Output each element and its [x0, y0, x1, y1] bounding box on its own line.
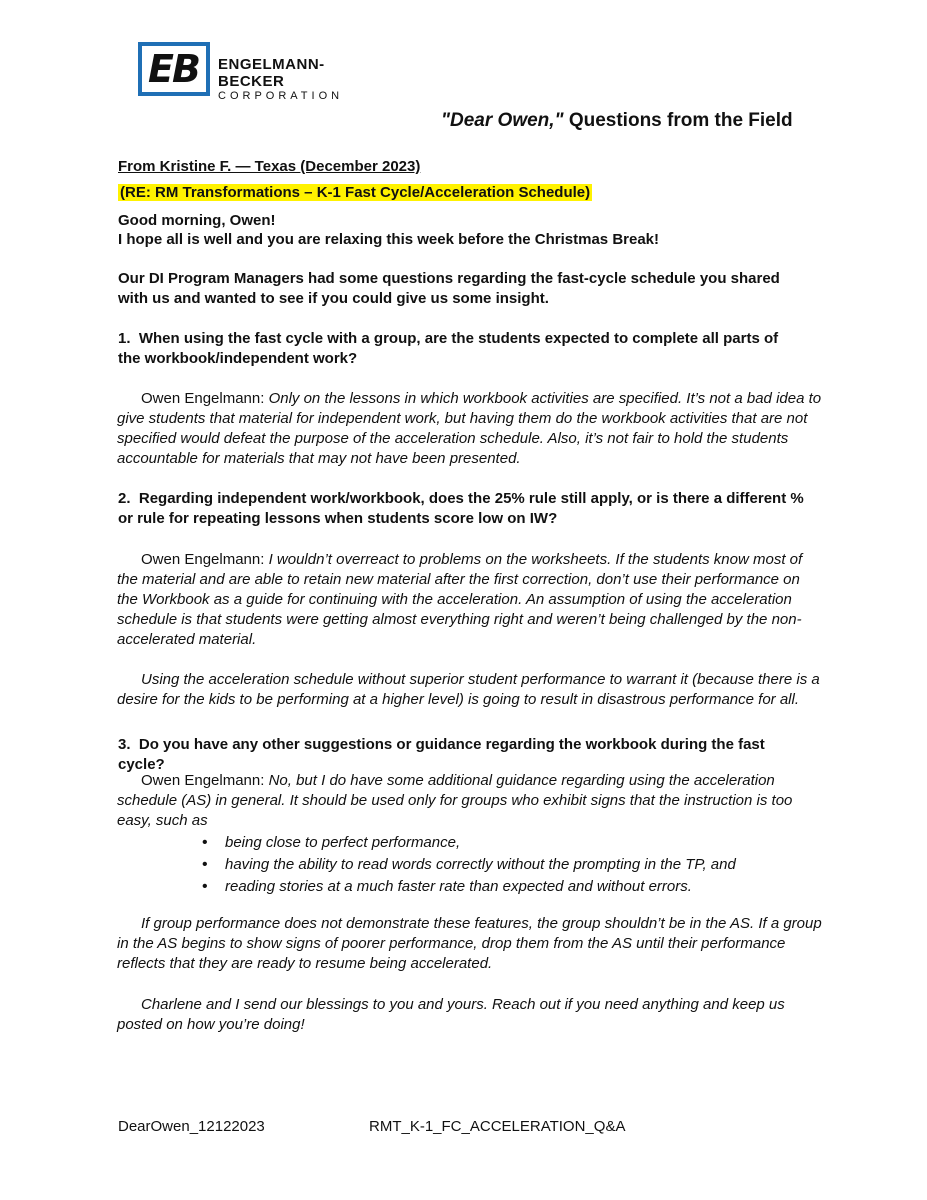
answer-3-speaker: Owen Engelmann: — [141, 772, 269, 789]
answer-1-text: Only on the lessons in which workbook activities are specified. It’s not a bad idea to give students that material for independent work, but having them do the workbook activities that are not specified would defeat the purpose of the acceleration schedule. Also, it’s not fair to hold the students accountable for materials that may not have been presented. — [117, 390, 822, 467]
logo-mark — [138, 42, 210, 96]
company-logo — [138, 42, 378, 102]
page-title — [441, 110, 793, 132]
closing-paragraph — [117, 995, 823, 1035]
question-3-text: Do you have any other suggestions or guidance regarding the workbook during the fast cycle? — [118, 736, 765, 773]
question-2-number: 2. — [118, 490, 131, 507]
question-2-text: Regarding independent work/workbook, does the 25% rule still apply, or is there a different % or rule for repeating lessons when students score low on IW? — [118, 490, 804, 527]
from-line: From Kristine F. — Texas (December 2023) — [118, 158, 421, 175]
re-line: (RE: RM Transformations – K-1 Fast Cycle/Acceleration Schedule) — [120, 184, 591, 201]
greeting-line-1: Good morning, Owen! — [118, 212, 276, 229]
footer-doc-code: RMT_K-1_FC_ACCELERATION_Q&A — [369, 1118, 626, 1135]
logo-monogram: EB — [148, 47, 199, 91]
criteria-list — [200, 832, 736, 898]
question-1-number: 1. — [118, 330, 131, 347]
question-1-text: When using the fast cycle with a group, are the students expected to complete all parts of the workbook/independent work? — [118, 330, 779, 367]
answer-3 — [117, 771, 823, 831]
title-rest: Questions from the Field — [563, 110, 793, 131]
question-3-number: 3. — [118, 736, 131, 753]
answer-3-text-2: If group performance does not demonstrate these features, the group shouldn’t be in the AS. If a group in the AS begins to show signs of poorer performance, drop them from the AS until their performance reflects that they are ready to resume being accelerated. — [117, 915, 822, 972]
answer-1-speaker: Owen Engelmann: — [141, 390, 269, 407]
answer-2 — [117, 550, 823, 650]
closing-text: Charlene and I send our blessings to you and yours. Reach out if you need anything and keep us posted on how you’re doing! — [117, 996, 785, 1033]
question-3 — [118, 735, 808, 775]
list-item: • reading stories at a much faster rate than expected and without errors. — [200, 876, 736, 898]
logo-company-sub: CORPORATION — [218, 90, 344, 102]
title-italic: "Dear Owen," — [441, 110, 564, 131]
question-1 — [118, 329, 798, 369]
logo-company-name: ENGELMANN-BECKER — [218, 56, 325, 90]
answer-3-text: No, but I do have some additional guidance regarding using the acceleration schedule (AS) in general. It should be used only for groups who exhibit signs that the instruction is too easy, such as — [117, 772, 793, 829]
answer-2-text-2: Using the acceleration schedule without superior student performance to warrant it (because there is a desire for the kids to be performing at a higher level) is going to result in disastrous performance for all. — [117, 671, 820, 708]
list-item: • being close to perfect performance, — [200, 832, 736, 854]
answer-2-speaker: Owen Engelmann: — [141, 551, 269, 568]
answer-2-text: I wouldn’t overreact to problems on the worksheets. If the students know most of the material and are able to retain new material after the first correction, don’t use their performance on the Workbook as a guide for continuing with the acceleration. An assumption of using the acceleration schedule is that students were getting almost everything right and weren’t being challenged by the non-accelerated material. — [117, 551, 803, 648]
re-line-wrap — [118, 183, 818, 203]
greeting-line-2: I hope all is well and you are relaxing this week before the Christmas Break! — [118, 231, 660, 248]
footer-doc-id: DearOwen_12122023 — [118, 1118, 265, 1135]
answer-2-continued — [117, 670, 823, 710]
question-2 — [118, 489, 808, 529]
intro-paragraph: Our DI Program Managers had some questions regarding the fast-cycle schedule you shared with us and wanted to see if you could give us some insight. — [118, 270, 780, 307]
list-item: • having the ability to read words correctly without the prompting in the TP, and — [200, 854, 736, 876]
answer-1 — [117, 389, 823, 469]
answer-3-continued — [117, 914, 823, 974]
logo-wordmark — [218, 56, 378, 103]
